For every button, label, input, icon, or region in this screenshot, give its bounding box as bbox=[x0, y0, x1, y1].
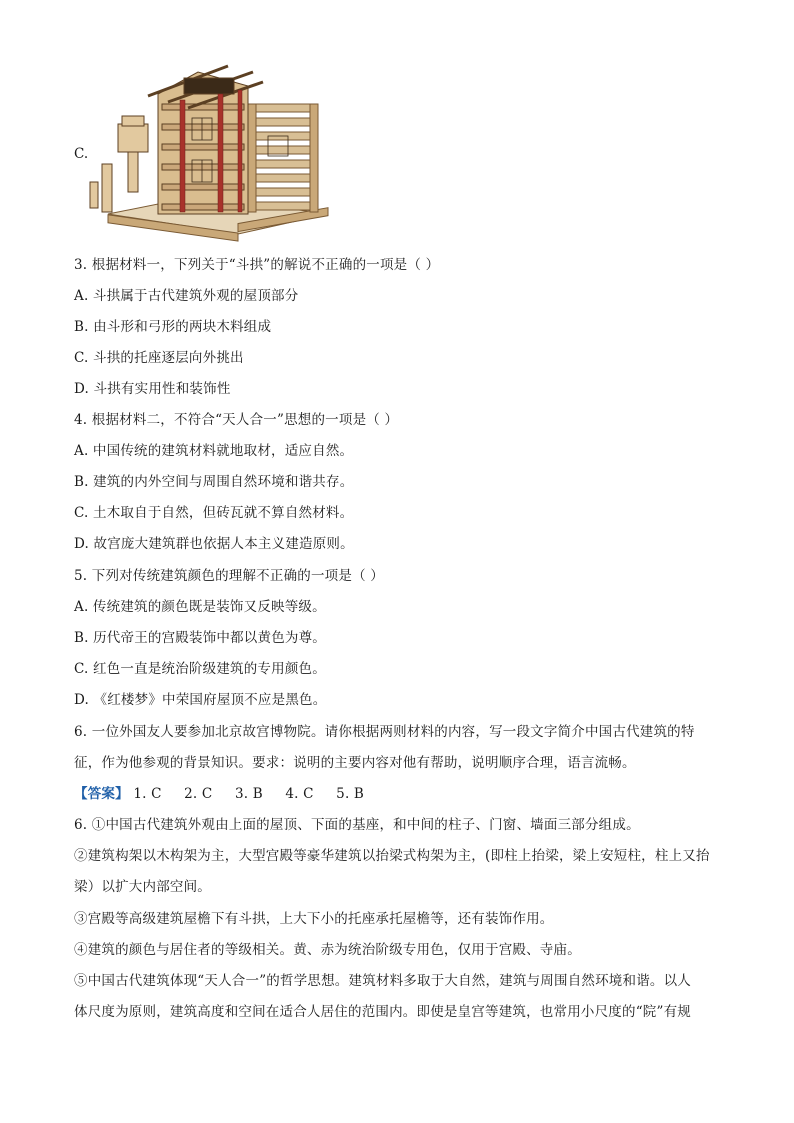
q5-option-b: B. 历代帝王的宫殿装饰中都以黄色为尊。 bbox=[74, 630, 327, 646]
q5-option-a: A. 传统建筑的颜色既是装饰又反映等级。 bbox=[74, 599, 326, 615]
q4-option-c: C. 土木取自于自然，但砖瓦就不算自然材料。 bbox=[74, 505, 354, 521]
q5-option-d: D. 《红楼梦》中荣国府屋顶不应是黑色。 bbox=[74, 692, 327, 708]
q4-option-a: A. 中国传统的建筑材料就地取材，适应自然。 bbox=[74, 443, 354, 459]
explanation-line: ④建筑的颜色与居住者的等级相关。黄、赤为统治阶级专用色，仅用于宫殿、寺庙。 bbox=[74, 942, 581, 958]
q3-option-a: A. 斗拱属于古代建筑外观的屋顶部分 bbox=[74, 288, 299, 304]
q5-option-c: C. 红色一直是统治阶级建筑的专用颜色。 bbox=[74, 661, 326, 677]
q6-stem-line1: 6. 一位外国友人要参加北京故宫博物院。请你根据两则材料的内容，写一段文字简介中国古代建筑的特 bbox=[74, 724, 695, 740]
q4-option-b: B. 建筑的内外空间与周围自然环境和谐共存。 bbox=[74, 474, 354, 490]
explanation-line: 6. ①中国古代建筑外观由上面的屋顶、下面的基座，和中间的柱子、门窗、墙面三部分组成。 bbox=[74, 817, 640, 833]
q3-option-c: C. 斗拱的托座逐层向外挑出 bbox=[74, 350, 244, 366]
q4-option-d: D. 故宫庞大建筑群也依据人本主义建造原则。 bbox=[74, 536, 354, 552]
explanation-line: ②建筑构架以木构架为主，大型宫殿等豪华建筑以抬梁式构架为主，(即柱上抬梁，梁上安短柱，柱上又抬 bbox=[74, 848, 710, 864]
answer-item: 3. B bbox=[234, 786, 263, 802]
answer-item: 4. C bbox=[285, 786, 314, 802]
q6-stem-line2: 征，作为他参观的背景知识。要求：说明的主要内容对他有帮助，说明顺序合理，语言流畅。 bbox=[74, 755, 636, 771]
q3-stem: 3. 根据材料一，下列关于“斗拱”的解说不正确的一项是（ ） bbox=[74, 257, 440, 273]
q3-option-d: D. 斗拱有实用性和装饰性 bbox=[74, 381, 231, 397]
answer-tag: 【答案】 bbox=[74, 786, 129, 802]
explanation-line: 梁）以扩大内部空间。 bbox=[74, 879, 211, 895]
q5-stem: 5. 下列对传统建筑颜色的理解不正确的一项是（ ） bbox=[74, 568, 384, 584]
option-c-label: C. bbox=[74, 146, 89, 162]
q4-stem: 4. 根据材料二，不符合“天人合一”思想的一项是（ ） bbox=[74, 412, 399, 428]
answer-item: 1. C bbox=[133, 786, 162, 802]
answer-item: 2. C bbox=[184, 786, 213, 802]
explanation-line: ⑤中国古代建筑体现“天人合一”的哲学思想。建筑材料多取于大自然，建筑与周围自然环境和谐。以人 bbox=[74, 973, 692, 989]
answer-item: 5. B bbox=[336, 786, 365, 802]
explanation-line: 体尺度为原则，建筑高度和空间在适合人居住的范围内。即使是皇宫等建筑，也常用小尺度的“院”有规 bbox=[74, 1004, 692, 1020]
q3-option-b: B. 由斗形和弓形的两块木料组成 bbox=[74, 319, 272, 335]
answer-row bbox=[74, 785, 382, 803]
wooden-building-illustration bbox=[88, 64, 338, 246]
explanation-line: ③宫殿等高级建筑屋檐下有斗拱，上大下小的托座承托屋檐等，还有装饰作用。 bbox=[74, 911, 554, 927]
